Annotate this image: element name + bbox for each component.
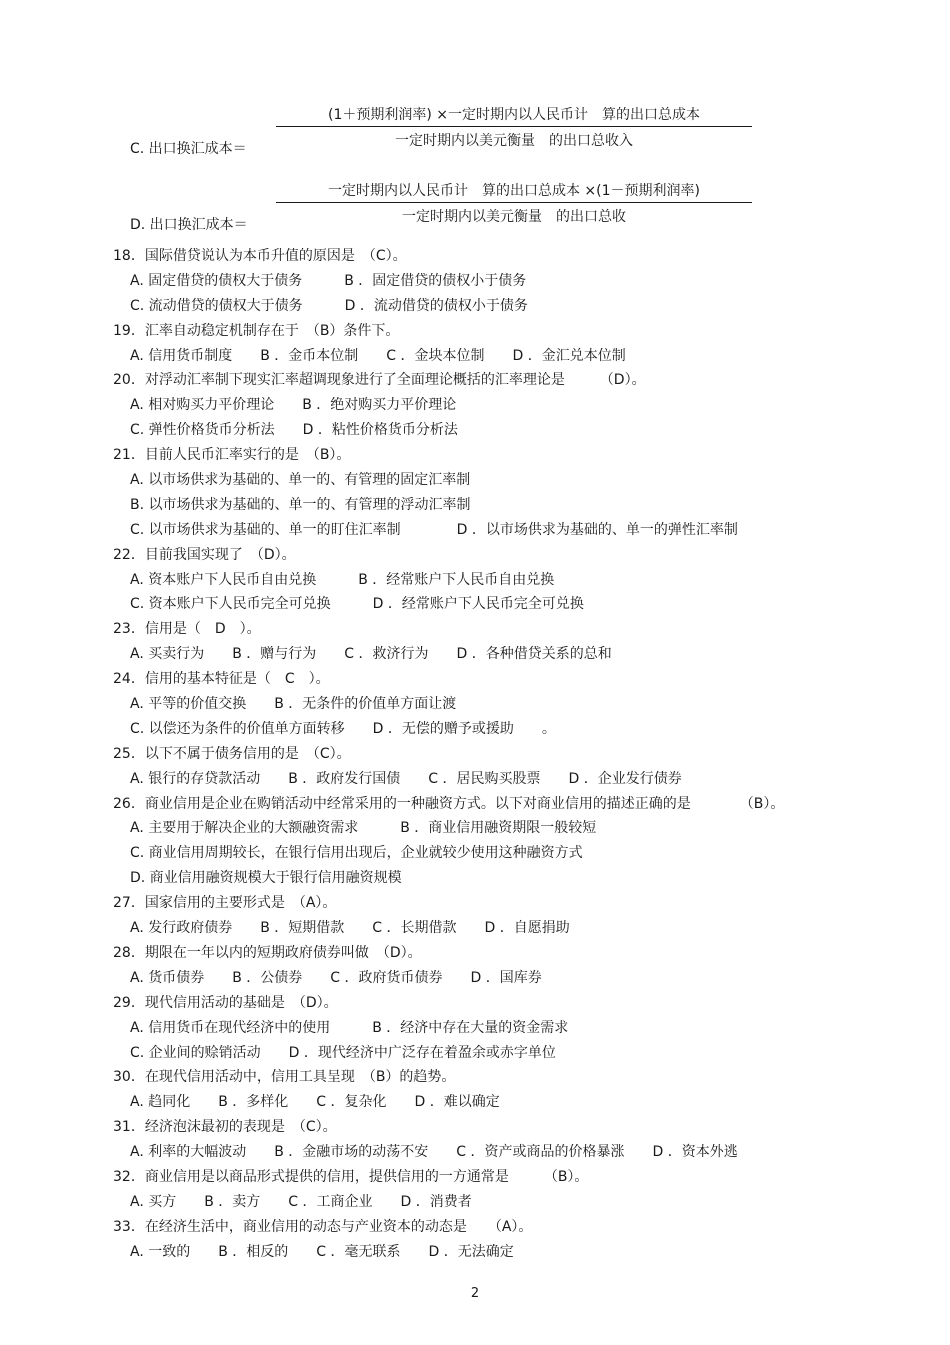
answer-options: A. 一致的 B ．相反的 C ．毫无联系 D ．无法确定 <box>130 1243 514 1260</box>
question-stem: 18．国际借贷说认为本币升值的原因是 （C）。 <box>113 248 407 264</box>
fraction-bar <box>276 202 752 203</box>
question-stem: 31．经济泡沫最初的表现是 （C）。 <box>113 1119 337 1136</box>
answer-options: A. 资本账户下人民币自由兑换 B ．经常账户下人民币自由兑换 <box>130 571 555 588</box>
question-stem: 25．以下不属于债务信用的是 （C）。 <box>113 745 351 762</box>
question-stem: 28．期限在一年以内的短期政府债券叫做 （D）。 <box>113 944 422 961</box>
question-stem: 30．在现代信用活动中，信用工具呈现 （B）的趋势。 <box>113 1069 456 1086</box>
question-stem: 22．目前我国实现了 （D）。 <box>113 546 296 563</box>
question-stem: 24．信用的基本特征是（ C ）。 <box>113 671 330 688</box>
question-stem: 26．商业信用是企业在购销活动中经常采用的一种融资方式。以下对商业信用的描述正确的是 （B）。 <box>113 795 785 812</box>
answer-options: C. 企业间的赊销活动 D ．现代经济中广泛存在着盈余或赤字单位 <box>130 1044 556 1061</box>
answer-options: A. 银行的存贷款活动 B ．政府发行国债 C ．居民购买股票 D ．企业发行债券 <box>130 770 682 787</box>
fraction-bar <box>276 126 752 127</box>
formula-option-c <box>0 98 950 168</box>
answer-options: D. 商业信用融资规模大于银行信用融资规模 <box>130 870 402 887</box>
question-stem: 21．目前人民币汇率实行的是 （B）。 <box>113 447 351 464</box>
question-stem: 23．信用是（ D ）。 <box>113 621 261 638</box>
answer-options: A. 利率的大幅波动 B ．金融市场的动荡不安 C ．资产或商品的价格暴涨 D ．资本外逃 <box>130 1144 738 1161</box>
answer-options: C. 弹性价格货币分析法 D ．粘性价格货币分析法 <box>130 422 458 439</box>
answer-options: C. 以市场供求为基础的、单一的盯住汇率制 D ．以市场供求为基础的、单一的弹性汇率制 <box>130 521 738 538</box>
formula-label: C. 出口换汇成本＝ <box>130 141 247 157</box>
answer-options: A. 固定借贷的债权大于债务 B ．固定借贷的债权小于债务 <box>130 272 527 289</box>
question-stem: 19．汇率自动稳定机制存在于 （B）条件下。 <box>113 322 400 339</box>
question-stem: 20．对浮动汇率制下现实汇率超调现象进行了全面理论概括的汇率理论是 （D）。 <box>113 372 646 389</box>
answer-options: A. 平等的价值交换 B ．无条件的价值单方面让渡 <box>130 696 457 713</box>
answer-options: A. 趋同化 B ．多样化 C ．复杂化 D ．难以确定 <box>130 1094 500 1111</box>
answer-options: C. 以偿还为条件的价值单方面转移 D ．无偿的赠予或援助 。 <box>130 720 556 737</box>
answer-options: C. 资本账户下人民币完全可兑换 D ．经常账户下人民币完全可兑换 <box>130 596 584 613</box>
question-stem: 29．现代信用活动的基础是 （D）。 <box>113 994 338 1011</box>
question-list <box>0 244 950 1265</box>
formula-denominator: 一定时期内以美元衡量 的出口总收 <box>402 209 626 225</box>
answer-options: A. 信用货币在现代经济中的使用 B ．经济中存在大量的资金需求 <box>130 1019 569 1036</box>
answer-options: A. 买方 B ．卖方 C ．工商企业 D ．消费者 <box>130 1193 472 1210</box>
formula-numerator: 一定时期内以人民币计 算的出口总成本 ×(1－预期利润率) <box>327 183 700 199</box>
answer-options: B. 以市场供求为基础的、单一的、有管理的浮动汇率制 <box>130 496 471 513</box>
question-stem: 27．国家信用的主要形式是 （A）。 <box>113 895 337 912</box>
formula-label: D. 出口换汇成本＝ <box>130 217 248 233</box>
answer-options: A. 信用货币制度 B ．金币本位制 C ．金块本位制 D ．金汇兑本位制 <box>130 347 626 364</box>
formula-option-d <box>0 172 950 242</box>
answer-options: A. 以市场供求为基础的、单一的、有管理的固定汇率制 <box>130 472 471 489</box>
question-stem: 33．在经济生活中，商业信用的动态与产业资本的动态是 （A）。 <box>113 1218 533 1235</box>
formula-denominator: 一定时期内以美元衡量 的出口总收入 <box>395 133 633 149</box>
answer-options: C. 流动借贷的债权大于债务 D ．流动借贷的债权小于债务 <box>130 297 528 314</box>
formula-numerator: (1＋预期利润率) ×一定时期内以人民币计 算的出口总成本 <box>327 107 700 123</box>
answer-options: A. 发行政府债券 B ．短期借款 C ．长期借款 D ．自愿捐助 <box>130 920 570 937</box>
answer-options: A. 买卖行为 B ．赠与行为 C ．救济行为 D ．各种借贷关系的总和 <box>130 646 612 663</box>
answer-options: A. 货币债券 B ．公债券 C ．政府货币债券 D ．国库券 <box>130 969 542 986</box>
answer-options: C. 商业信用周期较长，在银行信用出现后，企业就较少使用这种融资方式 <box>130 845 583 862</box>
page-number: 2 <box>470 1286 480 1301</box>
question-stem: 32．商业信用是以商品形式提供的信用，提供信用的一方通常是 （B）。 <box>113 1168 589 1185</box>
answer-options: A. 相对购买力平价理论 B ．绝对购买力平价理论 <box>130 397 457 414</box>
answer-options: A. 主要用于解决企业的大额融资需求 B ．商业信用融资期限一般较短 <box>130 820 597 837</box>
